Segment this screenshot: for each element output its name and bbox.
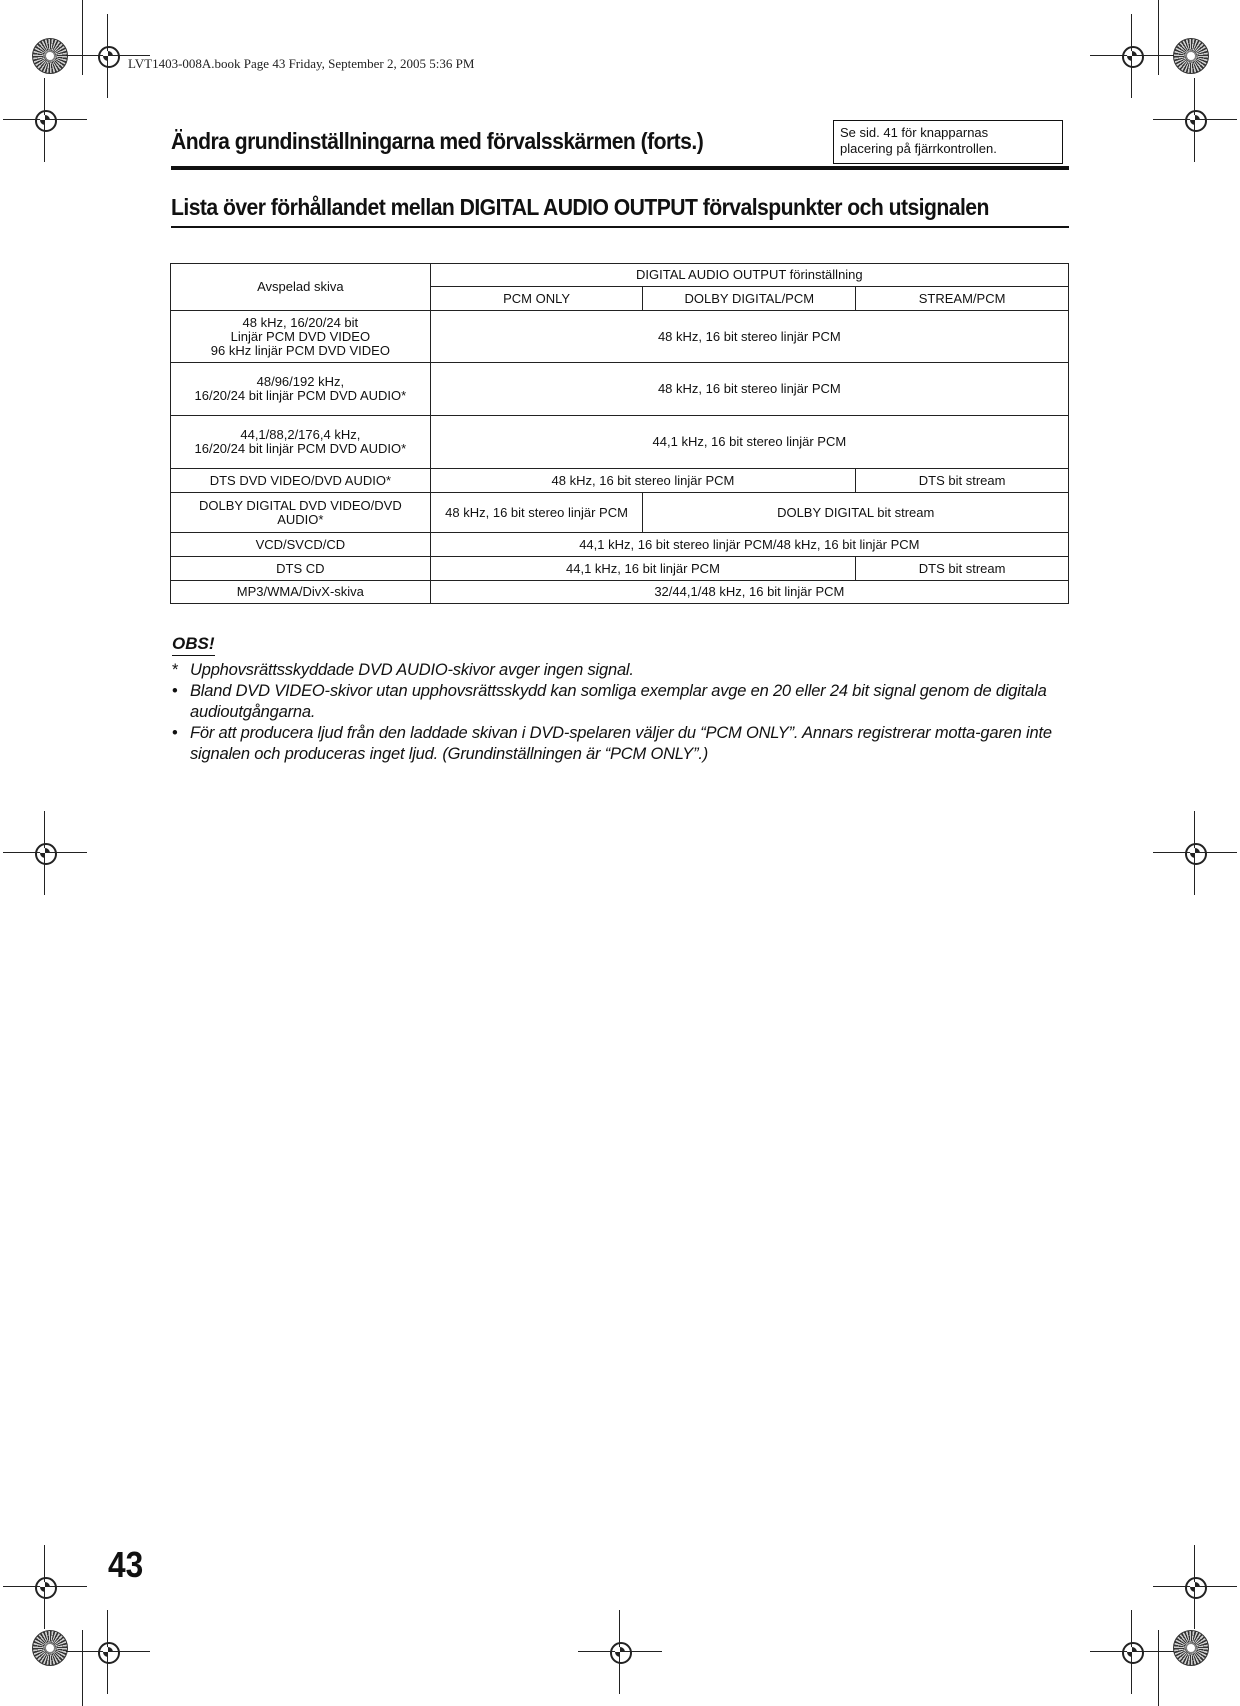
crop-mark (82, 1630, 83, 1706)
reference-note-line: Se sid. 41 för knapparnas (840, 125, 989, 140)
disc-line: 48 kHz, 16/20/24 bit (242, 314, 359, 330)
page-title: Ändra grundinställningarna med förvalsskärmen (forts.) (171, 128, 704, 154)
header-disc: Avspelad skiva (171, 264, 431, 311)
header-digital-audio-output: DIGITAL AUDIO OUTPUT förinställning (430, 264, 1068, 287)
reference-note-box (833, 120, 1063, 164)
output-cell: 44,1 kHz, 16 bit linjär PCM (430, 557, 855, 581)
color-registration-mark (1173, 1630, 1209, 1666)
output-cell: 48 kHz, 16 bit stereo linjär PCM (430, 311, 1068, 363)
disc-cell (171, 363, 431, 416)
section-rule (171, 226, 1069, 228)
output-cell: DTS bit stream (856, 469, 1069, 493)
output-cell: 48 kHz, 16 bit stereo linjär PCM (430, 493, 643, 533)
header-stream-pcm: STREAM/PCM (856, 287, 1069, 311)
disc-line: 16/20/24 bit linjär PCM DVD AUDIO* (194, 441, 407, 456)
crop-mark (1158, 1630, 1159, 1706)
crosshair-registration-mark (25, 100, 65, 140)
table-header-row (171, 264, 1069, 287)
section-title: Lista över förhållandet mellan DIGITAL AUDIO OUTPUT förvalspunkter och utsignalen (171, 194, 989, 220)
color-registration-mark (1173, 38, 1209, 74)
crop-mark (82, 0, 83, 75)
crosshair-registration-mark (1175, 100, 1215, 140)
note-marker: * (172, 661, 179, 679)
table-row (171, 416, 1069, 469)
note-text: För att producera ljud från den laddade skivan i DVD-spelaren väljer du “PCM ONLY”. Annars registrerar motta-garen inte signalen och produceras inget ljud. (Grundinställningen är “PCM ONLY”.) (190, 724, 1052, 763)
header-dolby-digital-pcm: DOLBY DIGITAL/PCM (643, 287, 856, 311)
color-registration-mark (32, 1630, 68, 1666)
crosshair-registration-mark (88, 36, 128, 76)
file-info: LVT1403-008A.book Page 43 Friday, September 2, 2005 5:36 PM (128, 56, 475, 71)
table-row (171, 581, 1069, 604)
obs-heading: OBS! (172, 634, 215, 656)
disc-cell: VCD/SVCD/CD (171, 533, 431, 557)
output-cell: 32/44,1/48 kHz, 16 bit linjär PCM (430, 581, 1068, 604)
title-rule (171, 166, 1069, 170)
table-row (171, 469, 1069, 493)
disc-cell (171, 493, 431, 533)
header-pcm-only: PCM ONLY (430, 287, 643, 311)
obs-notes (172, 660, 1072, 765)
disc-line: DOLBY DIGITAL DVD VIDEO/DVD (198, 497, 402, 513)
disc-line: 16/20/24 bit linjär PCM DVD AUDIO* (194, 388, 407, 403)
disc-line: 44,1/88,2/176,4 kHz, (240, 427, 361, 442)
output-cell: DTS bit stream (856, 557, 1069, 581)
disc-line: 48/96/192 kHz, (256, 374, 345, 389)
disc-cell: DTS CD (171, 557, 431, 581)
table-row (171, 493, 1069, 533)
crosshair-registration-mark (600, 1632, 640, 1672)
table-row (171, 363, 1069, 416)
crosshair-registration-mark (25, 833, 65, 873)
note-marker: • (172, 682, 178, 700)
output-cell: 44,1 kHz, 16 bit stereo linjär PCM (430, 416, 1068, 469)
reference-note-line: placering på fjärrkontrollen. (840, 141, 997, 156)
output-cell: 48 kHz, 16 bit stereo linjär PCM (430, 469, 855, 493)
disc-line: Linjär PCM DVD VIDEO (230, 328, 371, 344)
digital-audio-output-table (170, 263, 1069, 604)
disc-cell (171, 416, 431, 469)
disc-cell: MP3/WMA/DivX-skiva (171, 581, 431, 604)
disc-cell (171, 311, 431, 363)
note-marker: • (172, 724, 178, 742)
crop-mark (1158, 0, 1159, 75)
note-item (172, 723, 1072, 765)
crosshair-registration-mark (88, 1632, 128, 1672)
disc-cell: DTS DVD VIDEO/DVD AUDIO* (171, 469, 431, 493)
crosshair-registration-mark (1175, 1567, 1215, 1607)
output-cell: 48 kHz, 16 bit stereo linjär PCM (430, 363, 1068, 416)
note-text: Upphovsrättsskyddade DVD AUDIO-skivor avger ingen signal. (190, 661, 634, 679)
disc-line: AUDIO* (277, 511, 324, 527)
table-row (171, 533, 1069, 557)
crosshair-registration-mark (25, 1567, 65, 1607)
crosshair-registration-mark (1112, 36, 1152, 76)
table-row (171, 311, 1069, 363)
crosshair-registration-mark (1175, 833, 1215, 873)
page-number: 43 (108, 1544, 144, 1585)
table-row (171, 557, 1069, 581)
color-registration-mark (32, 38, 68, 74)
note-text: Bland DVD VIDEO-skivor utan upphovsrättsskydd kan somliga exemplar avge en 20 eller 24 bit signal genom de digitala audioutgångarna. (190, 682, 1047, 721)
note-item (172, 660, 1072, 681)
output-cell: 44,1 kHz, 16 bit stereo linjär PCM/48 kHz, 16 bit linjär PCM (430, 533, 1068, 557)
crosshair-registration-mark (1112, 1632, 1152, 1672)
disc-line: 96 kHz linjär PCM DVD VIDEO (210, 342, 390, 358)
note-item (172, 681, 1072, 723)
output-cell: DOLBY DIGITAL bit stream (643, 493, 1069, 533)
